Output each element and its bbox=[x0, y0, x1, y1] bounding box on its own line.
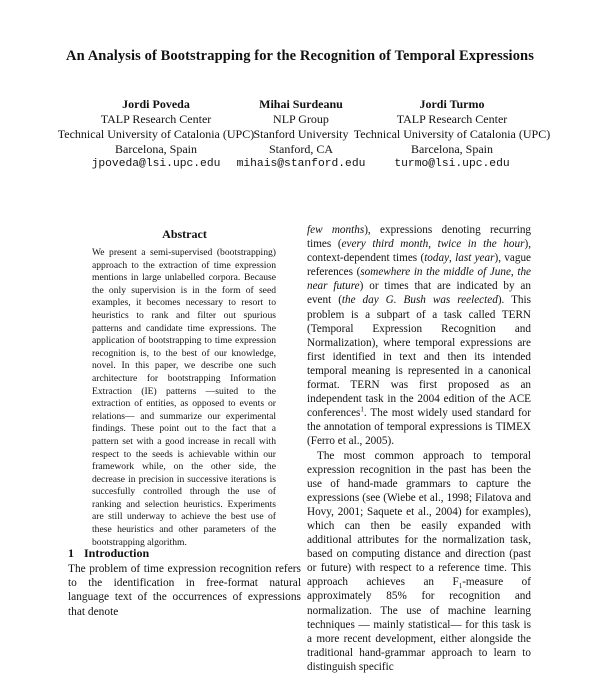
author-institution: Technical University of Catalonia (UPC) bbox=[352, 127, 552, 142]
author-location: Stanford, CA bbox=[222, 142, 380, 157]
author-location: Barcelona, Spain bbox=[40, 142, 272, 157]
footnote-marker[interactable]: 1 bbox=[360, 405, 364, 413]
section-heading bbox=[68, 546, 159, 561]
author-email: turmo@lsi.upc.edu bbox=[352, 157, 552, 172]
paper-title: An Analysis of Bootstrapping for the Recognition of Temporal Expressions bbox=[0, 48, 600, 65]
section-title: Introduction bbox=[84, 546, 149, 560]
author-email: jpoveda@lsi.upc.edu bbox=[40, 157, 272, 172]
author-email: mihais@stanford.edu bbox=[222, 157, 380, 172]
abstract-text: We present a semi-supervised (bootstrapping) approach to the extraction of time expression mentions in large unlabelled corpora. Because the only supervision is in the form of seed examples, it becomes necessary to resort to heuristics to rank and filter out spurious patterns and candidate time expressions. The application of bootstrapping to time expression recognition is, to the best of our knowledge, novel. In this paper, we describe one such architecture for bootstrapping Information Extraction (IE) patterns —suited to the extraction of entities, as opposed to events or relations— and summarize our experimental findings. These point out to the fact that a pattern set with a good increase in recall with respect to the seeds is achievable within our framework while, on the other side, the decrease in precision in successive iterations is succesfully controlled through the use of ranking and selection heuristics. Experiments are still underway to achieve the best use of these heuristics and other parameters of the bootstrapping algorithm. bbox=[92, 247, 276, 549]
author-3 bbox=[352, 97, 552, 172]
author-name: Mihai Surdeanu bbox=[222, 97, 380, 112]
author-institution: Stanford University bbox=[222, 127, 380, 142]
author-institution: Technical University of Catalonia (UPC) bbox=[40, 127, 272, 142]
author-affiliation: TALP Research Center bbox=[352, 112, 552, 127]
author-block bbox=[0, 97, 600, 177]
paragraph-continued: few months), expressions denoting recurring times (every third month, twice in the hour), context-dependent times (today, last year), vague references (somewhere in the middle of June, the near future) or times that are indicated by an event (the day G. Bush was reelected). This problem is a subpart of a task called TERN (Temporal Expression Recognition and Normalization), where temporal expressions are first identified in text and then its intended temporal meaning is represented in a canonical format. TERN was first proposed as an independent task in the 2004 edition of the ACE conferences$^1$. The most widely used standard for the annotation of temporal expressions is TIMEX (Ferro et al., 2005). bbox=[307, 223, 531, 449]
author-affiliation: TALP Research Center bbox=[40, 112, 272, 127]
introduction-text: The problem of time expression recognition refers to the identification in free-format natural language text of the occurrences of expressions that denote bbox=[68, 562, 301, 619]
author-name: Jordi Poveda bbox=[40, 97, 272, 112]
right-column bbox=[307, 223, 531, 674]
author-location: Barcelona, Spain bbox=[352, 142, 552, 157]
paragraph: The most common approach to temporal expression recognition in the past has been the use of hand-made grammars to capture the expressions (see (Wiebe et al., 1998; Filatova and Hovy, 2001; Saquete et al., 2004) for examples), which can then be easily expanded with additional attributes for the normalization task, based on computing distance and direction (past or future) with respect to a reference time. This approach achieves an $F_1$-measure of approximately 85% for recognition and normalization. The use of machine learning techniques — mainly statistical— for this task is a more recent development, either alongside the traditional hand-grammar approach to learn to distinguish specific bbox=[307, 449, 531, 674]
abstract-heading: Abstract bbox=[68, 227, 301, 242]
author-affiliation: NLP Group bbox=[222, 112, 380, 127]
author-name: Jordi Turmo bbox=[352, 97, 552, 112]
section-number: 1 bbox=[68, 546, 74, 560]
